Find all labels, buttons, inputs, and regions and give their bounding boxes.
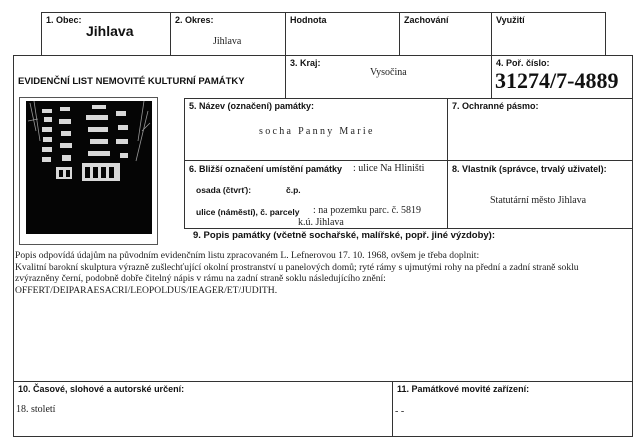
ulice-value: : na pozemku parc. č. 5819	[313, 205, 422, 216]
obec-label: 1. Obec:	[46, 15, 82, 25]
okres-box	[170, 12, 286, 56]
form-title: EVIDENČNÍ LIST NEMOVITÉ KULTURNÍ PAMÁTKY	[18, 76, 245, 87]
okres-value: Jihlava	[213, 36, 242, 47]
nazev-label: 5. Název (označení) památky:	[189, 101, 315, 111]
osada-label: osada (čtvrť):	[196, 185, 252, 195]
movite-value: - -	[395, 406, 405, 417]
cp-label: č.p.	[286, 185, 301, 195]
nazev-box	[184, 98, 448, 161]
zachovani-box	[399, 12, 492, 56]
movite-label: 11. Památkové movité zařízení:	[397, 384, 530, 394]
popis-label: 9. Popis památky (včetně sochařské, malířské, popř. jiné výzdoby):	[193, 230, 496, 241]
photo-image	[26, 101, 152, 234]
kraj-box	[285, 55, 492, 99]
popis-line: Kvalitní barokní skulptura výrazně zušlechťující okolní prostranství u panelových domů; ryté rámy s ujmutými rohy na přední a zadní straně soklu	[15, 261, 579, 273]
vlastnik-label: 8. Vlastník (správce, trvalý uživatel):	[452, 164, 607, 174]
popis-text	[15, 250, 627, 296]
hodnota-label: Hodnota	[290, 15, 327, 25]
ku-value: k.ú. Jihlava	[298, 217, 344, 228]
datace-box	[13, 381, 393, 437]
obec-box	[41, 12, 171, 56]
vyuziti-label: Využití	[496, 15, 525, 25]
popis-line: OFFERT/DEIPARAESACRI/LEOPOLDUS/IEAGER/ET/JUDITH.	[15, 284, 278, 296]
kraj-value: Vysočina	[370, 67, 407, 78]
ochranne-pasmo-box	[447, 98, 633, 161]
ochranne-pasmo-label: 7. Ochranné pásmo:	[452, 101, 539, 111]
movite-box	[392, 381, 633, 437]
por-cislo-label: 4. Poř. číslo:	[496, 58, 550, 68]
vlastnik-box	[447, 160, 633, 229]
nazev-value: socha Panny Marie	[259, 126, 375, 137]
vlastnik-value: Statutární město Jihlava	[490, 195, 587, 206]
umisteni-box	[184, 160, 448, 229]
monument-photo	[19, 97, 158, 245]
statue-photo-icon	[26, 101, 152, 234]
popis-line: zvýrazněny černí, podobně dobře čitelný nápis v rámu na zadní straně soklu následujícího znění:	[15, 273, 386, 285]
por-cislo-box	[491, 55, 633, 99]
datace-label: 10. Časové, slohové a autorské určení:	[18, 384, 185, 394]
hodnota-box	[285, 12, 400, 56]
kraj-label: 3. Kraj:	[290, 58, 321, 68]
zachovani-label: Zachování	[404, 15, 449, 25]
umisteni-value: : ulice Na Hliništi	[353, 163, 425, 174]
umisteni-label: 6. Bližší označení umístění památky	[189, 164, 343, 174]
obec-value: Jihlava	[86, 23, 134, 39]
por-cislo-value: 31274/7-4889	[495, 68, 619, 93]
datace-value: 18. století	[16, 404, 56, 415]
okres-label: 2. Okres:	[175, 15, 214, 25]
vyuziti-box	[491, 12, 606, 56]
ulice-label: ulice (náměstí), č. parcely	[196, 207, 300, 217]
popis-line: Popis odpovídá údajům na původním evidenčním listu zpracovaném L. Lefnerovou 17. 10. 1968, ovšem je třeba doplnit:	[15, 250, 480, 261]
